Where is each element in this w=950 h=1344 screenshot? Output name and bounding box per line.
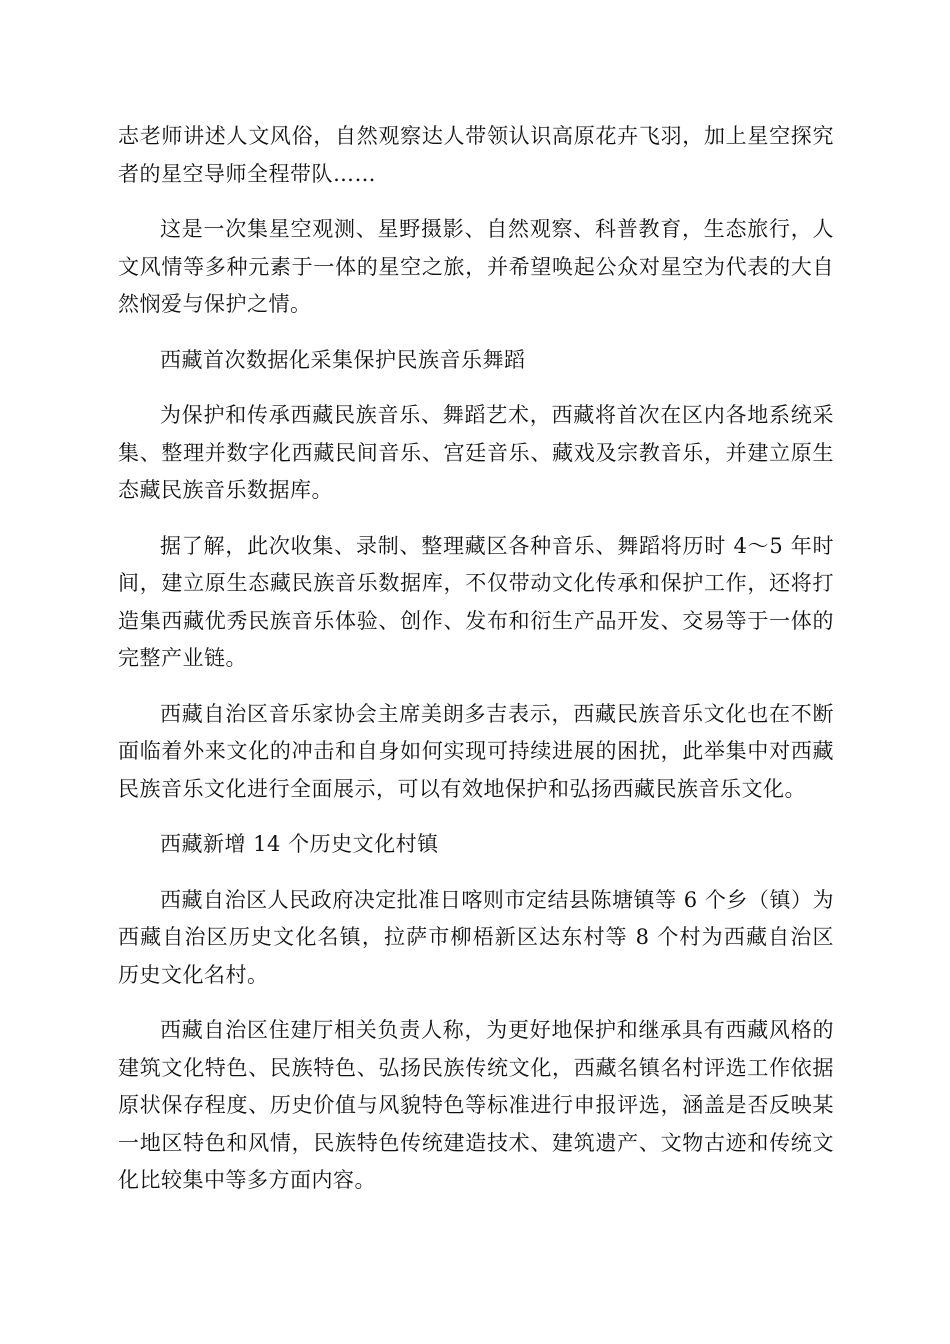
paragraph-music-database: 据了解，此次收集、录制、整理藏区各种音乐、舞蹈将历时 4～5 年时间，建立原生态藏民族音乐数据库，不仅带动文化传承和保护工作，还将打造集西藏优秀民族音乐体验、创作、发布和衍生产品开发、交易等于一体的完整产业链。 xyxy=(118,533,834,670)
paragraph-music-protection: 为保护和传承西藏民族音乐、舞蹈艺术，西藏将首次在区内各地系统采集、整理并数字化西藏民间音乐、宫廷音乐、藏戏及宗教音乐，并建立原生态藏民族音乐数据库。 xyxy=(118,403,834,502)
section-heading-music: 西藏首次数据化采集保护民族音乐舞蹈 xyxy=(160,347,526,372)
paragraph-villages-criteria: 西藏自治区住建厅相关负责人称，为更好地保护和继承具有西藏风格的建筑文化特色、民族特色、弘扬民族传统文化，西藏名镇名村评选工作依据原状保存程度、历史价值与风貌特色等标准进行申报评选，涵盖是否反映某一地区特色和风情，民族特色传统建造技术、建筑遗产、文物古迹和传统文化比较集中等多方面内容。 xyxy=(118,1018,834,1192)
paragraph-continuation: 志老师讲述人文风俗，自然观察达人带领认识高原花卉飞羽，加上星空探究者的星空导师全程带队…… xyxy=(118,124,834,186)
paragraph-star-tour: 这是一次集星空观测、星野摄影、自然观察、科普教育，生态旅行，人文风情等多种元素于一体的星空之旅，并希望唤起公众对星空为代表的大自然悯爱与保护之情。 xyxy=(118,217,834,316)
paragraph-music-association: 西藏自治区音乐家协会主席美朗多吉表示，西藏民族音乐文化也在不断面临着外来文化的冲击和自身如何实现可持续进展的困扰，此举集中对西藏民族音乐文化进行全面展示，可以有效地保护和弘扬西藏民族音乐文化。 xyxy=(118,701,834,801)
paragraph-villages-approval: 西藏自治区人民政府决定批准日喀则市定结县陈塘镇等 6 个乡（镇）为西藏自治区历史文化名镇，拉萨市柳梧新区达东村等 8 个村为西藏自治区历史文化名村。 xyxy=(118,887,834,987)
section-heading-villages: 西藏新增 14 个历史文化村镇 xyxy=(160,832,439,856)
document-page xyxy=(118,118,834,1218)
